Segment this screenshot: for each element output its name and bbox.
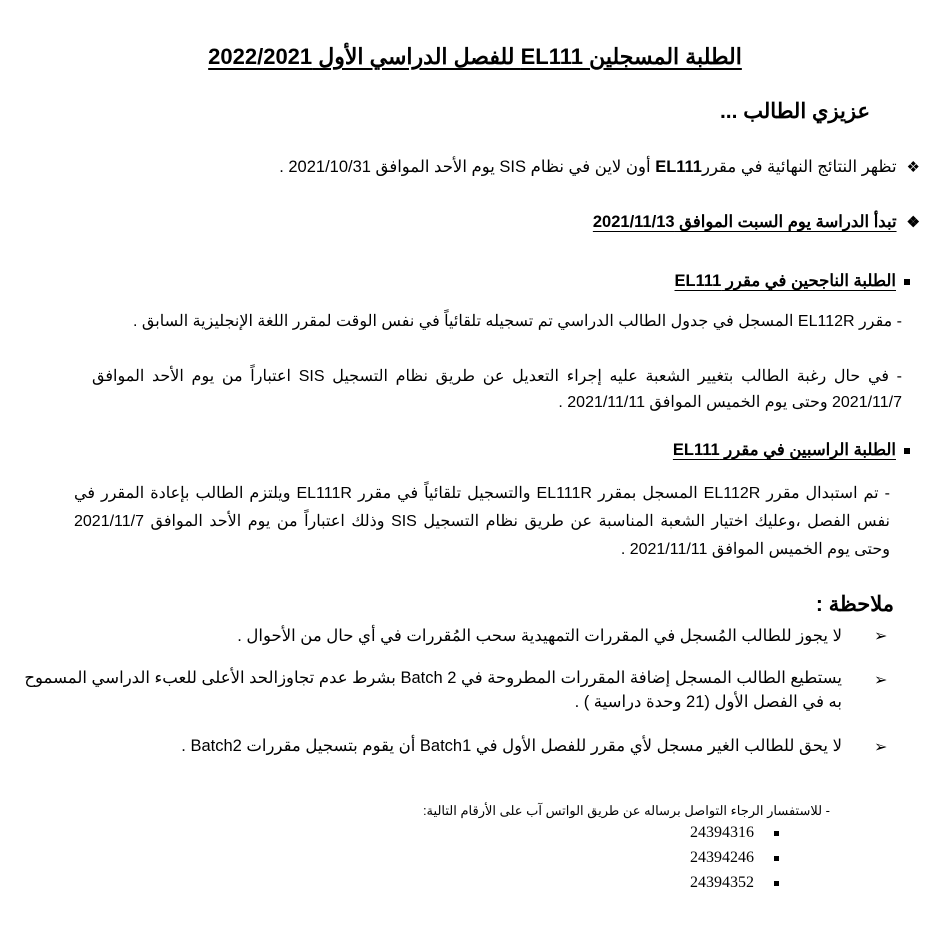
results-notice-rest: أون لاين في نظام SIS يوم الأحد الموافق 2021/10/31 . [279, 158, 656, 176]
arrow-bullet-icon: ➢ [874, 626, 888, 645]
phone-number-3-text: 24394352 [690, 874, 754, 891]
failed-paragraph: - تم استبدال مقرر EL112R المسجل بمقرر EL111R والتسجيل تلقائياً في مقرر EL111R ويلتزم الطالب بإعادة المقرر في نفس الفصل ،وعليك اختيار الشعبة المناسبة عن طريق نظام التسجيل SIS وذلك اعتباراً من يوم الأحد الموافق 2021/11/7 وحتى يوم الخميس الموافق 2021/11/11 . [74, 485, 891, 558]
passed-paragraph-2: - في حال رغبة الطالب بتغيير الشعبة عليه إجراء التعديل عن طريق نظام التسجيل SIS اعتباراً من يوم الأحد الموافق 2021/11/7 وحتى يوم الخميس الموافق 2021/11/11 . [92, 368, 903, 411]
phone-number-3 [690, 874, 779, 892]
results-notice-text: تظهر النتائج النهائية في مقرر [701, 158, 897, 176]
contact-text: - للاستفسار الرجاء التواصل برساله عن طريق الواتس آب على الأرقام التالية: [422, 803, 830, 818]
phone-number-2-text: 24394246 [690, 849, 754, 866]
failed-heading-text: الطلبة الراسبين في مقرر EL111 [672, 441, 896, 459]
failed-section-heading [673, 440, 910, 460]
study-start-text: تبدأ الدراسة يوم السبت الموافق 2021/11/13 [592, 213, 897, 231]
results-notice-course: EL111 [655, 158, 702, 176]
note-item-3: لا يحق للطالب الغير مسجل لأي مقرر للفصل الأول في Batch1 أن يقوم بتسجيل مقررات Batch2 . [181, 737, 842, 755]
phone-number-1 [690, 824, 779, 842]
results-notice [279, 157, 920, 177]
study-start-notice [593, 212, 920, 232]
phone-number-1-text: 24394316 [690, 824, 754, 841]
page-title-text: الطلبة المسجلين EL111 للفصل الدراسي الأول 2022/2021 [208, 44, 742, 69]
passed-section-heading [675, 271, 910, 291]
square-bullet-icon [904, 279, 910, 285]
phone-number-2 [690, 849, 779, 867]
square-bullet-icon [904, 448, 910, 454]
notes-heading: ملاحظة : [815, 593, 894, 616]
square-bullet-icon [774, 831, 779, 836]
square-bullet-icon [774, 881, 779, 886]
note-item-1: لا يجوز للطالب المُسجل في المقررات التمهيدية سحب المُقررات في أي حال من الأحوال . [237, 627, 842, 645]
arrow-bullet-icon: ➢ [874, 737, 888, 756]
greeting: عزيزي الطالب ... [719, 100, 870, 123]
passed-heading-text: الطلبة الناجحين في مقرر EL111 [674, 272, 896, 290]
diamond-bullet-icon: ❖ [906, 159, 920, 176]
note-item-2: يستطيع الطالب المسجل إضافة المقررات المطروحة في Batch 2 بشرط عدم تجاوزالحد الأعلى للعبء الدراسي المسموح به في الفصل الأول (21 وحدة دراسية ) . [24, 669, 842, 711]
passed-paragraph-1: - مقرر EL112R المسجل في جدول الطالب الدراسي تم تسجيله تلقائياً في نفس الوقت لمقرر اللغة الإنجليزية السابق . [133, 313, 902, 330]
square-bullet-icon [774, 856, 779, 861]
arrow-bullet-icon: ➢ [874, 670, 888, 689]
diamond-bullet-icon: ❖ [906, 214, 920, 231]
page-title [0, 44, 950, 70]
